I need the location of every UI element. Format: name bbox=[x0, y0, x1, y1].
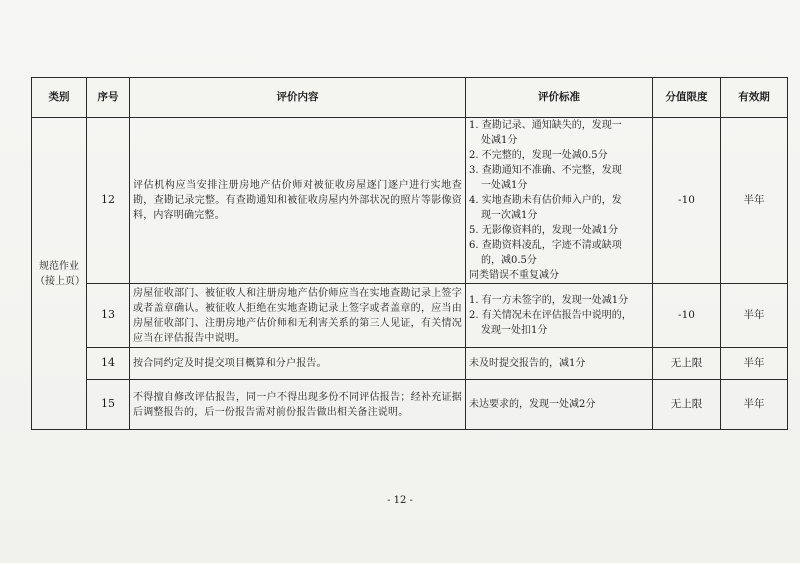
criteria-line: 5. 无影像资料的，发现一处减1分 bbox=[469, 225, 619, 236]
table-row bbox=[32, 380, 788, 430]
header-validity: 有效期 bbox=[721, 78, 788, 118]
row-content: 不得擅自修改评估报告，同一户不得出现多份不同评估报告；经补充证据后调整报告的，后一份报告需对前份报告做出相关备注说明。 bbox=[130, 380, 466, 430]
criteria-line: 同类错误不重复减分 bbox=[469, 270, 559, 281]
table-row bbox=[32, 284, 788, 348]
row-number: 12 bbox=[87, 118, 130, 284]
criteria-line: 3. 查勘通知不准确、不完整，发现 bbox=[469, 165, 622, 176]
table-row bbox=[32, 348, 788, 380]
row-number: 14 bbox=[87, 348, 130, 380]
header-category: 类别 bbox=[32, 78, 87, 118]
criteria-line: 的，减0.5分 bbox=[481, 255, 537, 266]
table-row bbox=[32, 118, 788, 284]
row-number: 15 bbox=[87, 380, 130, 430]
row-content: 评估机构应当安排注册房地产估价师对被征收房屋逐门逐户进行实地查勘，查勘记录完整。有查勘通知和被征收房屋内外部状况的照片等影像资料，内容明确完整。 bbox=[130, 118, 466, 284]
criteria-line: 1. 查勘记录、通知缺失的，发现一 bbox=[469, 120, 622, 131]
row-limit: 无上限 bbox=[653, 380, 721, 430]
row-validity: 半年 bbox=[721, 380, 788, 430]
criteria-line: 未及时提交报告的，减1分 bbox=[469, 358, 586, 369]
row-criteria bbox=[466, 284, 653, 348]
row-number: 13 bbox=[87, 284, 130, 348]
criteria-line: 一处减1分 bbox=[481, 180, 528, 191]
row-limit: 无上限 bbox=[653, 348, 721, 380]
row-validity: 半年 bbox=[721, 348, 788, 380]
table-header-row bbox=[32, 78, 788, 118]
row-validity: 半年 bbox=[721, 284, 788, 348]
header-number: 序号 bbox=[87, 78, 130, 118]
row-criteria bbox=[466, 348, 653, 380]
row-criteria bbox=[466, 380, 653, 430]
row-limit: -10 bbox=[653, 118, 721, 284]
row-validity: 半年 bbox=[721, 118, 788, 284]
criteria-line: 未达要求的，发现一处减2分 bbox=[469, 399, 596, 410]
header-criteria: 评价标准 bbox=[466, 78, 653, 118]
criteria-line: 2. 不完整的，发现一处减0.5分 bbox=[469, 150, 608, 161]
criteria-line: 4. 实地查勘未有估价师入户的，发 bbox=[469, 195, 622, 206]
criteria-line: 现一次减1分 bbox=[481, 210, 538, 221]
criteria-line: 6. 查勘资料凌乱，字迹不清或缺项 bbox=[469, 240, 622, 251]
category-line1: 规范作业 bbox=[39, 260, 79, 272]
evaluation-table bbox=[31, 77, 788, 430]
criteria-line: 2. 有关情况未在评估报告中说明的， bbox=[469, 310, 632, 321]
header-content: 评价内容 bbox=[130, 78, 466, 118]
category-line2: （接上页） bbox=[35, 275, 85, 287]
row-content: 按合同约定及时提交项目概算和分户报告。 bbox=[130, 348, 466, 380]
category-cell bbox=[32, 118, 87, 430]
criteria-line: 发现一处扣1分 bbox=[481, 325, 548, 336]
page-number: - 12 - bbox=[387, 495, 413, 506]
criteria-line: 1. 有一方未签字的，发现一处减1分 bbox=[469, 295, 629, 306]
criteria-line: 处减1分 bbox=[481, 135, 518, 146]
row-content: 房屋征收部门、被征收人和注册房地产估价师应当在实地查勘记录上签字或者盖章确认。被征收人拒绝在实地查勘记录上签字或者盖章的，应当由房屋征收部门、注册房地产估价师和无利害关系的第三人见证，有关情况应当在评估报告中说明。 bbox=[130, 284, 466, 348]
header-limit: 分值限度 bbox=[653, 78, 721, 118]
row-criteria bbox=[466, 118, 653, 284]
row-limit: -10 bbox=[653, 284, 721, 348]
